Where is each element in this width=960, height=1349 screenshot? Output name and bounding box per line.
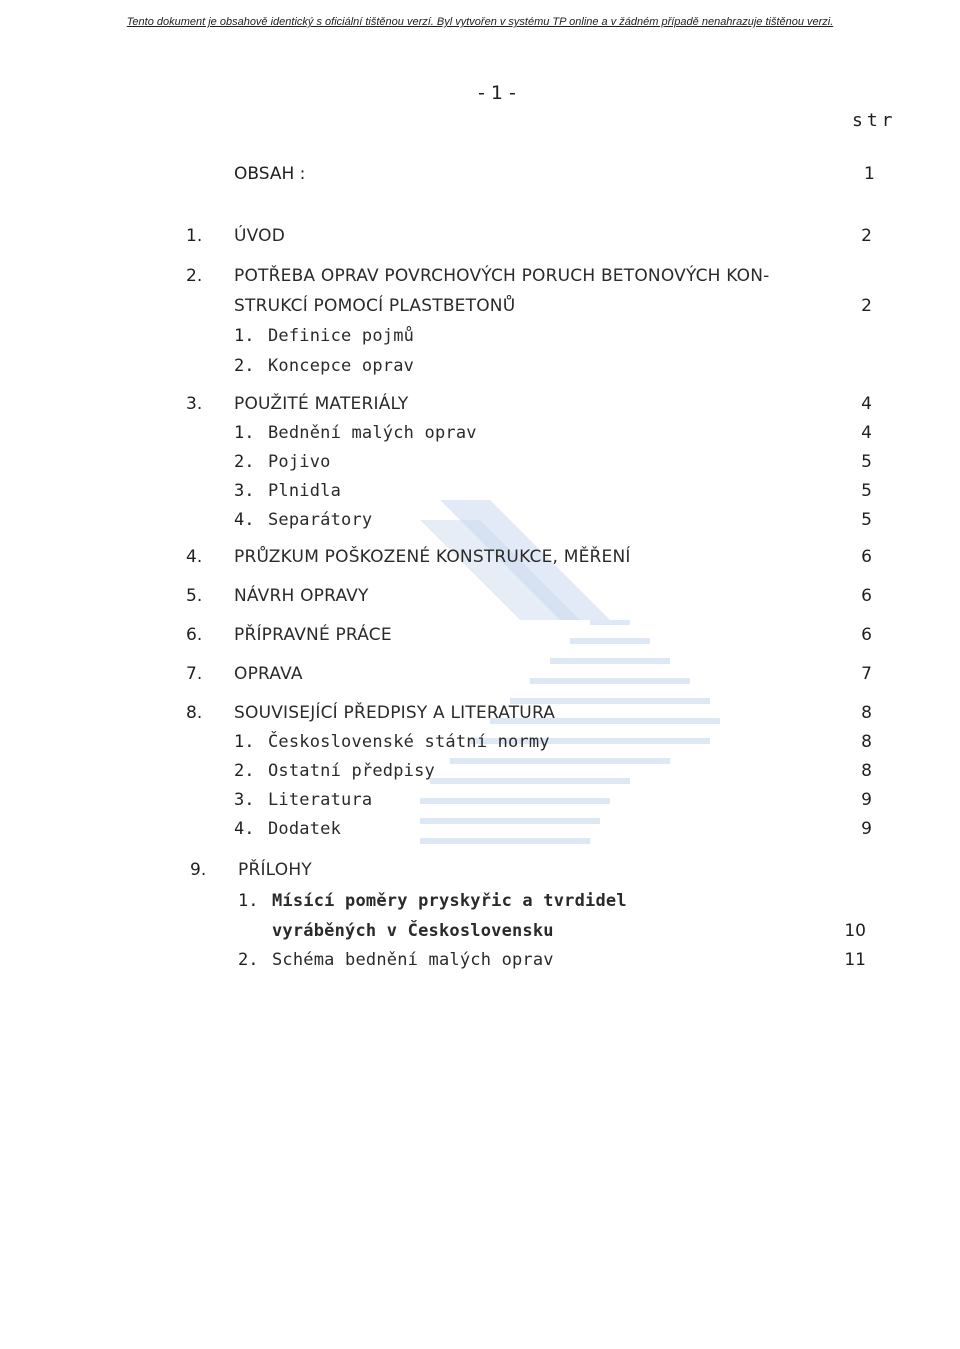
toc-entry-page: 2 <box>861 226 872 246</box>
toc-subentry <box>0 452 960 476</box>
toc-entry-page: 8 <box>861 732 872 752</box>
toc-subentry <box>0 732 960 756</box>
toc-subentry-number: 3. <box>234 481 255 501</box>
toc-subentry-title: Separátory <box>268 510 373 530</box>
toc-entry-number: 7. <box>186 664 203 684</box>
toc-entry-page: 5 <box>861 481 872 501</box>
toc-entry-page: 6 <box>861 547 872 567</box>
toc-entry-title: SOUVISEJÍCÍ PŘEDPISY A LITERATURA <box>234 703 556 723</box>
toc-subentry-number: 2. <box>234 761 255 781</box>
toc-subentry-number: 2. <box>234 452 255 472</box>
toc-entry-title: PRŮZKUM POŠKOZENÉ KONSTRUKCE, MĚŘENÍ <box>234 547 631 567</box>
toc-entry <box>0 664 960 688</box>
toc-entry <box>0 226 960 250</box>
toc-entry-title: POUŽITÉ MATERIÁLY <box>234 394 409 414</box>
toc-entry-number: 3. <box>186 394 203 414</box>
toc-entry-number: 1. <box>186 226 203 246</box>
toc-entry-number: 9. <box>190 860 207 880</box>
toc-subentry-title: Bednění malých oprav <box>268 423 477 443</box>
toc-entry-title: OPRAVA <box>234 664 303 684</box>
toc-entry-page: 11 <box>844 950 866 970</box>
toc-entry <box>0 860 960 884</box>
toc-subentry-title: Pojivo <box>268 452 331 472</box>
toc-entry-number: 5. <box>186 586 203 606</box>
toc-subentry-title: Definice pojmů <box>268 326 415 346</box>
toc-subentry-number: 1. <box>234 326 255 346</box>
toc-subentry-number: 2. <box>234 356 255 376</box>
toc-subentry <box>0 423 960 447</box>
toc-subentry-title: vyráběných v Československu <box>272 921 554 941</box>
toc-subentry <box>0 790 960 814</box>
toc-subentry-number: 1. <box>234 423 255 443</box>
toc-entry-number: 4. <box>186 547 203 567</box>
toc-entry-title: STRUKCÍ POMOCÍ PLASTBETONŮ <box>234 296 516 316</box>
toc-entry-number: 2. <box>186 266 203 286</box>
toc-subentry-title: Československé státní normy <box>268 732 550 752</box>
toc-entry-title: PŘÍPRAVNÉ PRÁCE <box>234 625 392 645</box>
toc-entry-page: 10 <box>844 921 866 941</box>
page-number: - 1 - <box>478 82 516 104</box>
toc-subentry <box>0 356 960 380</box>
toc-entry-number: 8. <box>186 703 203 723</box>
toc-title: OBSAH : <box>234 164 306 184</box>
toc-subentry <box>0 326 960 350</box>
toc-subentry <box>0 819 960 843</box>
toc-entry-number: 6. <box>186 625 203 645</box>
toc-entry <box>0 266 960 290</box>
toc-entry-page: 8 <box>861 761 872 781</box>
toc-subentry-number: 4. <box>234 819 255 839</box>
toc-entry <box>0 547 960 571</box>
toc-entry <box>0 625 960 649</box>
toc-subentry <box>0 761 960 785</box>
toc-entry-title: POTŘEBA OPRAV POVRCHOVÝCH PORUCH BETONOVÝCH KON- <box>234 266 770 286</box>
toc-entry <box>0 394 960 418</box>
toc-entry-title: NÁVRH OPRAVY <box>234 586 369 606</box>
toc-subentry-title: Ostatní předpisy <box>268 761 435 781</box>
toc-entry-page: 4 <box>861 423 872 443</box>
toc-title-page: 1 <box>864 164 875 184</box>
toc-subentry-number: 1. <box>238 891 259 911</box>
toc-subentry <box>0 481 960 505</box>
toc-subentry-number: 2. <box>238 950 259 970</box>
toc-entry-page: 2 <box>861 296 872 316</box>
toc-entry-page: 6 <box>861 625 872 645</box>
toc-subentry-title: Koncepce oprav <box>268 356 415 376</box>
toc-entry-page: 5 <box>861 452 872 472</box>
toc-subentry <box>0 950 960 974</box>
toc-entry-page: 7 <box>861 664 872 684</box>
toc-entry-page: 5 <box>861 510 872 530</box>
toc-subentry-number: 4. <box>234 510 255 530</box>
toc-subentry-title: Mísící poměry pryskyřic a tvrdidel <box>272 891 627 911</box>
toc-subentry-continuation <box>0 921 960 945</box>
toc-entry-page: 8 <box>861 703 872 723</box>
disclaimer-banner: Tento dokument je obsahově identický s oficiální tištěnou verzí. Byl vytvořen v systému TP online a v žádném případě nenahrazuje tištěnou verzi. <box>126 16 834 28</box>
toc-entry-title: PŘÍLOHY <box>238 860 312 880</box>
toc-subentry-title: Schéma bednění malých oprav <box>272 950 554 970</box>
toc-entry-page: 9 <box>861 819 872 839</box>
toc-entry-page: 9 <box>861 790 872 810</box>
toc-entry <box>0 586 960 610</box>
toc-subentry-title: Dodatek <box>268 819 342 839</box>
page-column-label: str <box>852 110 897 131</box>
toc-subentry-number: 1. <box>234 732 255 752</box>
toc-subentry-title: Literatura <box>268 790 373 810</box>
toc-entry-continuation <box>0 296 960 320</box>
toc-subentry <box>0 891 960 915</box>
toc-entry-title: ÚVOD <box>234 226 286 246</box>
toc-subentry-number: 3. <box>234 790 255 810</box>
toc-entry-page: 6 <box>861 586 872 606</box>
toc-entry-page: 4 <box>861 394 872 414</box>
toc-subentry-title: Plnidla <box>268 481 342 501</box>
toc-entry <box>0 703 960 727</box>
toc-subentry <box>0 510 960 534</box>
